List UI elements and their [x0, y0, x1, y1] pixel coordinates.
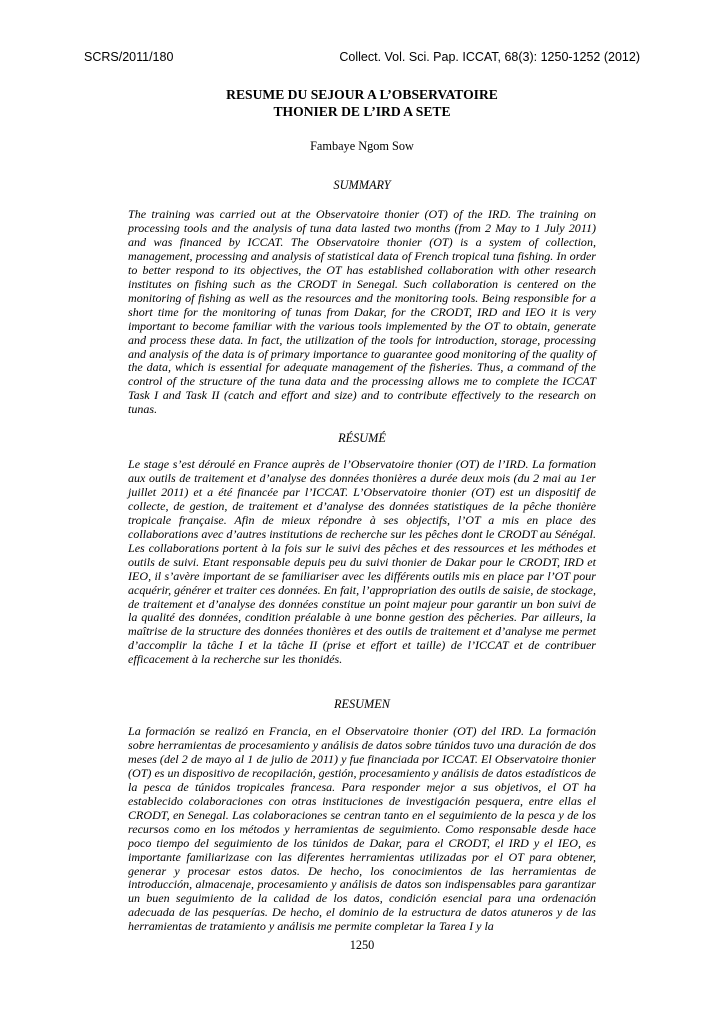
title-line-2: THONIER DE L’IRD A SETE: [273, 104, 451, 119]
author-name: Fambaye Ngom Sow: [310, 139, 414, 153]
page-header: [84, 50, 640, 68]
journal-citation: Collect. Vol. Sci. Pap. ICCAT, 68(3): 1250-1252 (2012): [339, 50, 640, 64]
summary-heading: SUMMARY: [333, 178, 391, 192]
resume-text: Le stage s’est déroulé en France auprès de l’Observatoire thonier (OT) de l’IRD. La formation aux outils de traitement et d’analyse des données thonières a durée deux mois (du 2 mai au 1er juillet 2011) et a été financée par l’ICCAT. L’Observatoire thonier (OT) est un dispositif de collecte, de gestion, de traitement et d’analyse des données statistiques de la pêche thonière tropicale française. Afin de mieux répondre à ses objectifs, l’OT a mis en place des collaborations avec d’autres institutions de recherche sur les pêches dont le CRODT au Sénégal. Les collaborations portent à la fois sur le suivi des pêches et des ressources et les méthodes et outils de suivi. Etant responsable depuis peu du suivi thonier de Dakar pour le CRODT, IRD et IEO, il s’avère important de se familiariser avec les différents outils mis en place par l’OT pour acquérir, générer et traiter ces données. En fait, l’appropriation des outils de saisie, de stockage, de traitement et d’analyse des données constitue un point majeur pour garantir un bon suivi de la qualité des données, condition préalable à une bonne gestion des pêcheries. Par ailleurs, la maîtrise de la structure des données thonières et des outils de traitement et d’analyse me permet d’accomplir la tâche I et la tâche II (prise et effort et taille) de l’ICCAT et de contribuer efficacement à la recherche sur les thonidés.: [128, 457, 596, 667]
document-code: SCRS/2011/180: [84, 50, 174, 64]
title-line-1: RESUME DU SEJOUR A L’OBSERVATOIRE: [226, 87, 498, 102]
page-number: 1250: [349, 938, 375, 952]
paper-title: [0, 86, 724, 120]
resume-heading: RÉSUMÉ: [338, 431, 386, 445]
resumen-heading: RESUMEN: [333, 697, 390, 711]
summary-text: The training was carried out at the Observatoire thonier (OT) of the IRD. The training on processing tools and the analysis of tuna data lasted two months (from 2 May to 1 July 2011) and was financed by ICCAT. The Observatoire thonier (OT) is a system of collection, management, processing and analysis of statistical data of French tropical tuna fishing. In order to better respond to its objectives, the OT has established collaboration with other research institutes on fishing such as the CRODT in Senegal. Such collaboration is centered on the monitoring of fishing as well as the resources and the monitoring tools. Being responsible for a short time for the monitoring of tunas from Dakar, for the CRODT, IRD and IEO it is very important to become familiar with the various tools implemented by the OT to obtain, generate and process these data. In fact, the utilization of the tools for introduction, storage, processing and analysis of the data is of primary importance to guarantee good monitoring of the quality of the data, which is essential for adequate management of the fisheries. Thus, a command of the control of the structure of the tuna data and the processing allows me to complete the ICCAT Task I and Task II (catch and effort and size) and to contribute effectively to the research on tunas.: [128, 207, 596, 417]
resumen-text: La formación se realizó en Francia, en el Observatoire thonier (OT) del IRD. La formación sobre herramientas de procesamiento y análisis de datos sobre túnidos tuvo una duración de dos meses (del 2 de mayo al 1 de julio de 2011) y fue financiada por ICCAT. El Observatoire thonier (OT) es un dispositivo de recopilación, gestión, procesamiento y análisis de datos estadísticos de la pesca de túnidos tropicales francesa. Para responder mejor a sus objetivos, el OT ha establecido colaboraciones con otras instituciones de investigación pesquera, entre ellas el CRODT, en Senegal. Las colaboraciones se centran tanto en el seguimiento de la pesca y de los recursos como en los métodos y herramientas de seguimiento. Como responsable desde hace poco tiempo del seguimiento de los túnidos de Dakar, para el CRODT, el IRD y el IEO, es importante familiarizase con las diferentes herramientas utilizadas por el OT para obtener, generar y procesar estos datos. De hecho, los conocimientos de las herramientas de introducción, almacenaje, procesamiento y análisis de datos son indispensables para garantizar un buen seguimiento de la calidad de los datos, condición esencial para una ordenación adecuada de las pesquerías. De hecho, el dominio de la estructura de datos atuneros y de las herramientas de tratamiento y análisis me permite completar la Tarea I y la: [128, 724, 596, 934]
